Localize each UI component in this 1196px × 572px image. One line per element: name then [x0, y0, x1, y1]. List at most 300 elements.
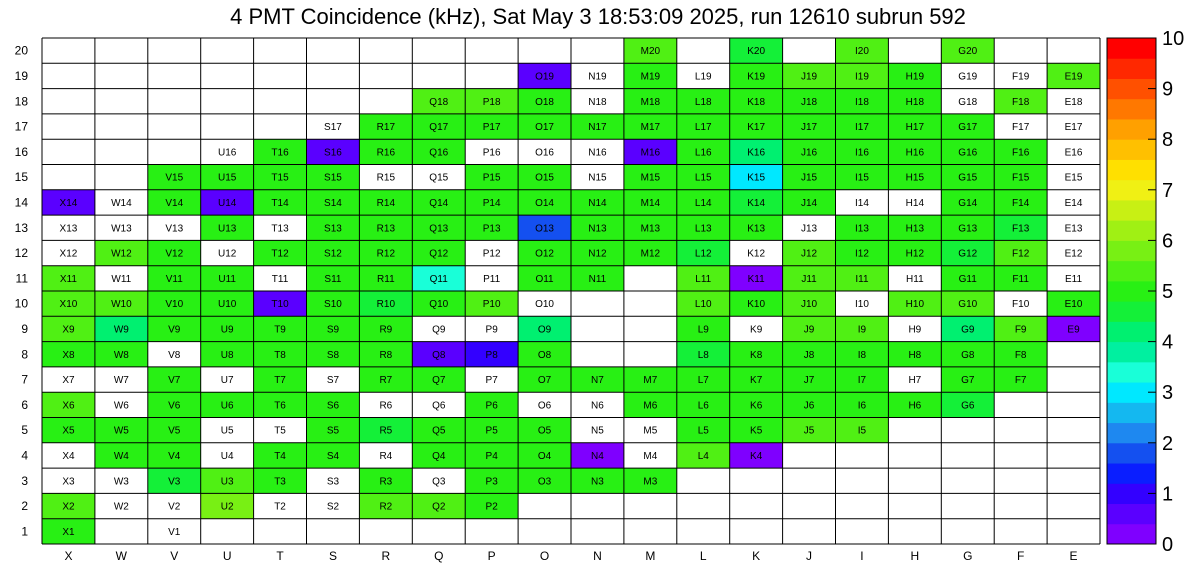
cell-label: T8: [274, 349, 286, 361]
cell-label: Q17: [429, 122, 449, 134]
cell-label: N6: [591, 400, 604, 412]
cell-label: H19: [905, 71, 925, 83]
cell-label: R7: [379, 375, 393, 387]
cell-label: H16: [905, 147, 925, 159]
cell-label: G8: [961, 349, 975, 361]
y-tick-label: 1: [21, 524, 28, 539]
x-tick-label: H: [910, 549, 920, 563]
cell-label: G10: [958, 299, 978, 311]
y-tick-label: 20: [14, 43, 28, 58]
cell-label: O9: [537, 324, 552, 336]
cell-label: J14: [800, 197, 818, 209]
cell-label: F7: [1014, 375, 1027, 387]
cell-label: I9: [857, 324, 867, 336]
chart-title: 4 PMT Coincidence (kHz), Sat May 3 18:53:09 2025, run 12610 subrun 592: [230, 4, 966, 29]
cell-label: F13: [1012, 223, 1030, 235]
cell-label: L11: [695, 273, 712, 285]
cell-label: J15: [800, 172, 818, 184]
cell-label: H15: [905, 172, 925, 184]
cell-label: L14: [694, 197, 712, 209]
cell-label: W7: [113, 375, 129, 387]
cell-label: M20: [640, 46, 661, 58]
cell-label: Q5: [432, 425, 446, 437]
x-tick-label: E: [1069, 549, 1078, 563]
cell-label: U7: [220, 375, 234, 387]
cell-label: P14: [482, 197, 501, 209]
cell-label: J8: [803, 349, 815, 361]
cell-label: K11: [747, 273, 765, 285]
cell-label: I14: [854, 197, 869, 209]
cell-label: X11: [59, 273, 77, 285]
cell-label: O7: [537, 375, 552, 387]
cell-label: X8: [62, 349, 75, 361]
cell-label: M18: [640, 96, 661, 108]
colorbar-segment: [1107, 362, 1156, 383]
cell-label: J10: [800, 299, 818, 311]
cell-label: V14: [165, 197, 184, 209]
cell-label: V15: [165, 172, 184, 184]
cell-label: V7: [168, 375, 181, 387]
cell-label: J13: [800, 223, 818, 235]
colorbar-tick-label: 9: [1162, 78, 1174, 101]
cell-label: P5: [485, 425, 498, 437]
cell-label: U15: [217, 172, 237, 184]
cell-label: H13: [905, 223, 925, 235]
cell-label: K10: [747, 299, 766, 311]
cell-label: W4: [113, 450, 129, 462]
cell-label: V4: [168, 450, 181, 462]
cell-label: P6: [485, 400, 498, 412]
cell-label: X2: [62, 501, 75, 513]
cell-label: R17: [376, 122, 396, 134]
cell-label: I5: [857, 425, 867, 437]
cell-label: G15: [958, 172, 978, 184]
cell-label: L6: [697, 400, 709, 412]
cell-label: K4: [750, 450, 763, 462]
cell-label: H7: [908, 375, 922, 387]
cell-label: O3: [537, 476, 552, 488]
cell-label: M13: [640, 223, 661, 235]
cell-label: K5: [750, 425, 763, 437]
y-tick-label: 10: [14, 296, 28, 311]
y-tick-label: 17: [14, 119, 28, 134]
cell-label: N11: [588, 273, 607, 285]
cell-label: V8: [168, 349, 181, 361]
cell-label: R16: [376, 147, 396, 159]
cell-label: J11: [801, 273, 817, 285]
cell-label: H6: [908, 400, 922, 412]
cell-label: G16: [958, 147, 978, 159]
cell-label: Q10: [429, 299, 449, 311]
cell-label: S15: [324, 172, 342, 184]
cell-label: N18: [588, 96, 607, 108]
cell-label: Q4: [432, 450, 446, 462]
cell-label: E11: [1065, 273, 1083, 285]
cell-label: I7: [857, 375, 867, 387]
cell-label: K13: [747, 223, 766, 235]
cell-label: F19: [1012, 71, 1030, 83]
cell-label: I12: [854, 248, 869, 260]
cell-label: K7: [750, 375, 763, 387]
cell-label: F11: [1012, 273, 1029, 285]
cell-label: O11: [535, 273, 554, 285]
cell-label: G19: [958, 71, 978, 83]
colorbar-segment: [1107, 321, 1156, 342]
cell-label: L4: [697, 450, 709, 462]
y-tick-label: 15: [14, 170, 28, 185]
cell-label: P15: [482, 172, 501, 184]
cell-label: R5: [379, 425, 393, 437]
y-tick-label: 3: [21, 473, 28, 488]
cell-label: V5: [168, 425, 181, 437]
cell-label: R12: [376, 248, 396, 260]
colorbar-tick-label: 6: [1162, 230, 1174, 253]
cell-label: V6: [168, 400, 181, 412]
cell-label: N7: [591, 375, 604, 387]
y-tick-label: 11: [15, 271, 28, 286]
y-tick-label: 16: [14, 144, 28, 159]
cell-label: V2: [168, 501, 181, 513]
cell-label: G11: [958, 273, 977, 285]
cell-label: R13: [376, 223, 396, 235]
colorbar-segment: [1107, 261, 1156, 282]
cell-label: L7: [697, 375, 709, 387]
x-tick-label: I: [860, 549, 864, 563]
y-tick-label: 12: [14, 246, 28, 261]
cell-label: I11: [855, 273, 869, 285]
cell-label: P10: [482, 299, 501, 311]
cell-label: G6: [961, 400, 975, 412]
cell-label: V11: [165, 273, 183, 285]
cell-label: R14: [376, 197, 396, 209]
cell-label: U14: [217, 197, 237, 209]
cell-label: S8: [326, 349, 340, 361]
cell-label: W5: [113, 425, 129, 437]
cell-label: M12: [640, 248, 661, 260]
cell-label: S13: [324, 223, 342, 235]
cell-label: Q15: [429, 172, 449, 184]
cell-label: H12: [905, 248, 925, 260]
cell-label: W9: [113, 324, 129, 336]
y-tick-label: 4: [21, 448, 28, 463]
cell-label: Q9: [432, 324, 446, 336]
colorbar-segment: [1107, 220, 1156, 241]
x-tick-label: K: [752, 549, 761, 563]
cell-label: S10: [324, 299, 342, 311]
cell-label: V1: [168, 526, 181, 538]
cell-label: G20: [958, 46, 978, 58]
cell-label: U13: [217, 223, 237, 235]
colorbar-tick-label: 5: [1162, 281, 1174, 303]
colorbar-segment: [1107, 159, 1156, 180]
cell-label: P18: [482, 96, 501, 108]
cell-label: O19: [535, 71, 555, 83]
colorbar-tick-label: 3: [1162, 382, 1174, 405]
cell-label: T9: [274, 324, 286, 336]
y-tick-label: 7: [21, 372, 28, 387]
x-tick-label: F: [1016, 549, 1025, 563]
cell-label: N16: [588, 147, 607, 159]
cell-label: W12: [111, 248, 132, 260]
cell-label: U8: [220, 349, 234, 361]
cell-label: H11: [906, 273, 924, 285]
cell-label: S11: [324, 273, 342, 285]
colorbar-tick-label: 0: [1162, 534, 1174, 556]
x-tick-label: G: [963, 549, 973, 563]
cell-label: E18: [1064, 96, 1083, 108]
colorbar-tick-label: 2: [1162, 432, 1174, 455]
cell-label: T7: [274, 375, 286, 387]
colorbar-tick-label: 8: [1162, 129, 1174, 152]
cell-label: J18: [800, 96, 818, 108]
cell-label: G17: [958, 122, 978, 134]
cell-label: S12: [324, 248, 342, 260]
cell-label: U5: [220, 425, 234, 437]
cell-label: K8: [750, 349, 763, 361]
cell-label: P16: [482, 147, 501, 159]
cell-label: T11: [271, 273, 289, 285]
cell-label: W2: [113, 501, 129, 513]
cell-label: O13: [535, 223, 555, 235]
cell-label: U3: [220, 476, 234, 488]
cell-label: R6: [379, 400, 393, 412]
cell-label: I8: [857, 349, 867, 361]
cell-label: M17: [640, 122, 661, 134]
cell-label: P4: [485, 450, 498, 462]
x-tick-label: R: [381, 549, 391, 563]
cell-label: K19: [747, 71, 766, 83]
cell-label: T14: [271, 197, 289, 209]
x-tick-label: X: [64, 549, 73, 563]
cell-label: P7: [485, 375, 498, 387]
cell-label: R8: [379, 349, 393, 361]
cell-label: H10: [905, 299, 925, 311]
cell-label: W8: [113, 349, 129, 361]
y-tick-label: 8: [21, 347, 28, 362]
cell-label: S7: [326, 375, 340, 387]
cell-label: U10: [217, 299, 237, 311]
colorbar-segment: [1107, 423, 1156, 444]
cell-label: V3: [168, 476, 181, 488]
cell-label: U11: [218, 273, 236, 285]
x-tick-label: W: [115, 549, 128, 563]
cell-label: T2: [274, 501, 286, 513]
x-tick-label: L: [699, 549, 707, 563]
cell-label: Q2: [432, 501, 446, 513]
y-tick-label: 6: [21, 397, 28, 412]
cell-label: L19: [694, 71, 712, 83]
y-tick-label: 14: [14, 195, 28, 210]
x-tick-label: T: [276, 549, 284, 563]
cell-label: P13: [482, 223, 501, 235]
cell-label: P11: [483, 273, 501, 285]
cell-label: I16: [854, 147, 869, 159]
cell-label: L8: [697, 349, 709, 361]
cell-label: M15: [640, 172, 661, 184]
cell-label: O5: [537, 425, 552, 437]
cell-label: J5: [803, 425, 815, 437]
cell-label: R4: [379, 450, 393, 462]
cell-label: V13: [165, 223, 184, 235]
cell-label: X14: [59, 197, 78, 209]
cell-label: K9: [750, 324, 763, 336]
cell-label: H9: [908, 324, 922, 336]
x-tick-label: S: [328, 549, 337, 563]
x-tick-label: N: [593, 549, 602, 563]
cell-label: E16: [1064, 147, 1083, 159]
colorbar-tick-label: 1: [1162, 483, 1174, 506]
colorbar-segment: [1107, 402, 1156, 423]
cell-label: N4: [591, 450, 604, 462]
cell-label: H17: [905, 122, 925, 134]
cell-label: E9: [1067, 324, 1080, 336]
cell-label: O12: [535, 248, 555, 260]
x-tick-label: O: [539, 549, 550, 563]
cell-label: J6: [803, 400, 815, 412]
cell-label: S9: [326, 324, 340, 336]
cell-label: P9: [485, 324, 498, 336]
cell-label: W13: [111, 223, 132, 235]
cell-label: L13: [694, 223, 712, 235]
cell-label: F8: [1014, 349, 1027, 361]
cell-label: X7: [62, 375, 75, 387]
cell-label: M14: [640, 197, 661, 209]
cell-label: W14: [111, 197, 132, 209]
cell-label: J19: [800, 71, 818, 83]
cell-label: T15: [271, 172, 289, 184]
cell-label: K15: [747, 172, 766, 184]
cell-label: G18: [958, 96, 978, 108]
cell-label: W3: [113, 476, 129, 488]
cell-label: X6: [62, 400, 75, 412]
cell-label: W11: [111, 273, 132, 285]
cell-label: E15: [1064, 172, 1083, 184]
cell-label: U4: [220, 450, 234, 462]
colorbar-segment: [1107, 342, 1156, 363]
cell-label: S17: [324, 122, 342, 134]
cell-label: L18: [694, 96, 712, 108]
cell-label: X5: [62, 425, 75, 437]
cell-label: J7: [803, 375, 815, 387]
cell-label: Q18: [429, 96, 449, 108]
colorbar-segment: [1107, 301, 1156, 322]
cell-label: Q8: [432, 349, 446, 361]
cell-label: F14: [1012, 197, 1030, 209]
cell-label: S2: [326, 501, 340, 513]
cell-label: P8: [485, 349, 498, 361]
cell-label: K17: [747, 122, 766, 134]
y-tick-label: 13: [14, 220, 28, 235]
cell-label: I10: [854, 299, 869, 311]
x-tick-label: M: [645, 549, 656, 563]
cell-label: X13: [59, 223, 78, 235]
cell-label: R2: [379, 501, 393, 513]
colorbar-segment: [1107, 139, 1156, 160]
cell-label: G14: [958, 197, 978, 209]
y-tick-label: 19: [14, 68, 28, 83]
cell-label: P2: [485, 501, 498, 513]
cell-label: U2: [220, 501, 234, 513]
cell-label: I13: [854, 223, 869, 235]
x-tick-label: J: [806, 549, 813, 563]
cell-label: F17: [1012, 122, 1030, 134]
cell-label: N5: [591, 425, 604, 437]
cell-label: S4: [326, 450, 340, 462]
cell-label: F9: [1014, 324, 1027, 336]
cell-label: O17: [535, 122, 555, 134]
cell-label: I19: [854, 71, 869, 83]
cell-label: T12: [271, 248, 289, 260]
cell-label: V9: [168, 324, 181, 336]
colorbar-segment: [1107, 463, 1156, 484]
cell-label: S16: [324, 147, 342, 159]
cell-label: N3: [591, 476, 604, 488]
cell-label: T5: [274, 425, 286, 437]
cell-label: M5: [643, 425, 658, 437]
cell-label: Q13: [429, 223, 449, 235]
cell-label: P12: [482, 248, 501, 260]
cell-label: K6: [750, 400, 763, 412]
cell-label: J16: [800, 147, 818, 159]
cell-label: P3: [485, 476, 498, 488]
cell-label: L16: [694, 147, 712, 159]
cell-label: N14: [588, 197, 607, 209]
cell-label: N12: [588, 248, 607, 260]
cell-label: O16: [535, 147, 555, 159]
colorbar-segment: [1107, 38, 1156, 59]
cell-label: L5: [697, 425, 709, 437]
cell-label: Q11: [429, 273, 448, 285]
cell-label: R15: [376, 172, 396, 184]
cell-label: E14: [1064, 197, 1083, 209]
colorbar-segment: [1107, 200, 1156, 221]
cell-label: E13: [1064, 223, 1083, 235]
cell-label: Q6: [432, 400, 446, 412]
cell-label: Q3: [432, 476, 446, 488]
cell-label: U16: [217, 147, 237, 159]
cell-label: W6: [113, 400, 129, 412]
colorbar-tick-label: 4: [1162, 331, 1174, 354]
y-tick-label: 18: [14, 94, 28, 109]
cell-label: E12: [1064, 248, 1083, 260]
cell-label: U6: [220, 400, 234, 412]
cell-label: S5: [326, 425, 340, 437]
cell-label: S3: [326, 476, 340, 488]
cell-label: M6: [643, 400, 658, 412]
cell-label: J9: [803, 324, 815, 336]
colorbar-segment: [1107, 240, 1156, 261]
cell-label: M19: [640, 71, 661, 83]
cell-label: Q14: [429, 197, 449, 209]
cell-label: U9: [220, 324, 234, 336]
cell-label: Q16: [429, 147, 449, 159]
cell-label: N19: [588, 71, 607, 83]
cell-label: X9: [62, 324, 75, 336]
cell-label: T13: [271, 223, 289, 235]
cell-label: Q12: [429, 248, 449, 260]
cell-label: H8: [908, 349, 922, 361]
cell-label: F18: [1012, 96, 1030, 108]
cell-label: E10: [1064, 299, 1083, 311]
cell-label: T4: [274, 450, 286, 462]
colorbar-segment: [1107, 524, 1156, 545]
cell-label: I6: [857, 400, 867, 412]
cell-label: L15: [694, 172, 712, 184]
cell-label: L17: [694, 122, 712, 134]
cell-label: T16: [271, 147, 289, 159]
cell-label: T3: [274, 476, 286, 488]
cell-label: X3: [62, 476, 75, 488]
